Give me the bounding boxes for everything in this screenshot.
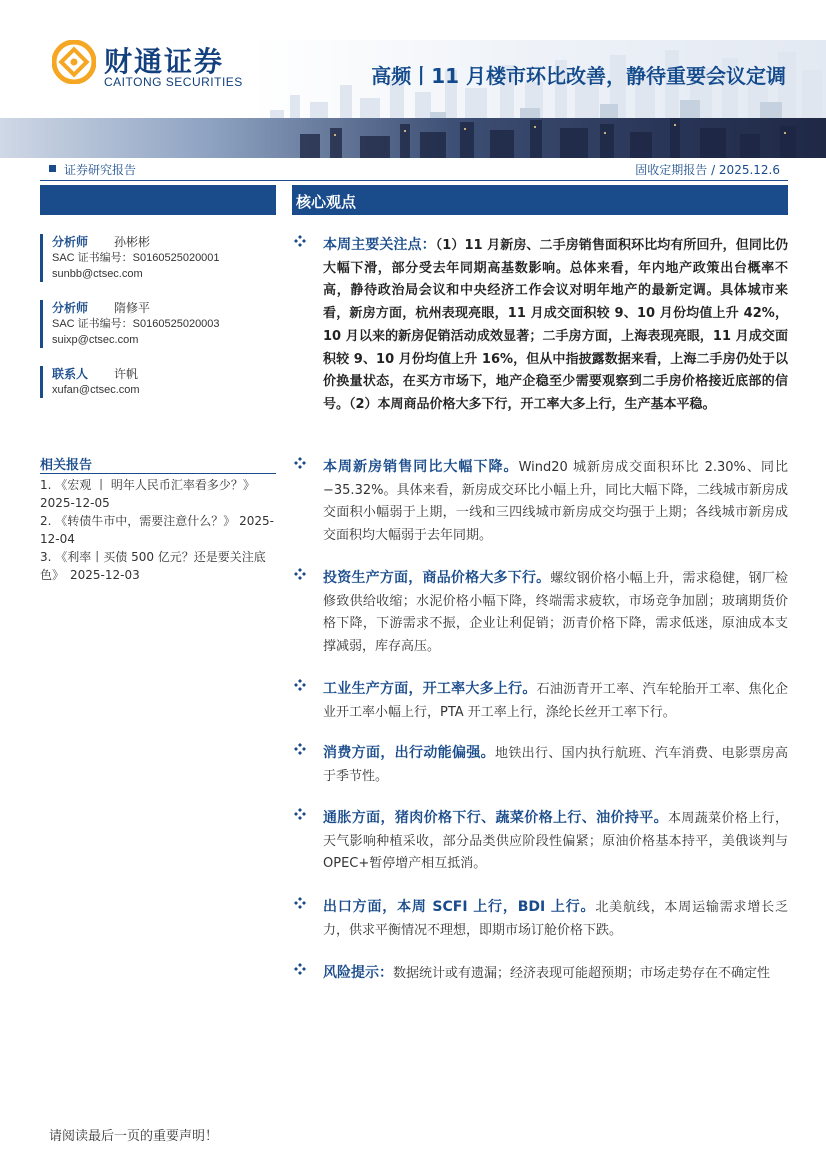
point-lead: 投资生产方面，商品价格大多下行。 [323, 570, 551, 586]
point-body: 地铁出行、国内执行航班、汽车消费、电影票房高于季节性。 [323, 746, 788, 784]
related-report-item[interactable]: 1. 《宏观 丨 明年人民币汇率看多少？》 2025-12-05 [40, 478, 255, 510]
analyst-sac-number: SAC 证书编号：S0160525020001 [52, 252, 220, 264]
skyline-band [0, 118, 826, 158]
diamond-bullet-icon [294, 679, 306, 691]
contact-role: 联系人 [52, 367, 89, 381]
point-lead: 消费方面，出行动能偏强。 [323, 745, 495, 761]
disclaimer-note: 请阅读最后一页的重要声明！ [49, 1129, 219, 1144]
key-point [292, 567, 788, 659]
report-category: 证券研究报告 [64, 163, 137, 177]
square-bullet-icon [49, 165, 56, 172]
point-lead: 出口方面，本周 SCFI 上行，BDI 上行。 [323, 899, 596, 915]
key-point [292, 742, 788, 788]
report-title: 高频丨11 月楼市环比改善，静待重要会议定调 [371, 64, 786, 88]
core-views-title: 核心观点 [296, 193, 357, 211]
point-body: Wind20 城新房成交面积环比 2.30%、同比−35.32%。具体来看，新房成交环比小幅上升，同比大幅下降，二线城市新房成交面积小幅弱于上期，一线和三四线城市新房成交均强于上期；各线城市新房成交面积均大幅弱于去年同期。 [323, 460, 789, 544]
analyst-card [40, 300, 276, 348]
brand-name-cn: 财通证券 [104, 45, 225, 78]
point-lead: 本周主要关注点： [323, 237, 436, 253]
key-point [292, 678, 788, 724]
caitong-logo-icon [52, 40, 96, 84]
contact-email[interactable]: xufan@ctsec.com [52, 384, 140, 396]
point-body: 石油沥青开工率、汽车轮胎开工率、焦化企业开工率小幅上行，PTA 开工率上行，涤纶长丝开工率下行。 [323, 682, 788, 720]
point-body: 本周蔬菜价格上行，天气影响种植采收，部分品类供应阶段性偏紧；原油价格基本持平，美俄谈判与 OPEC+暂停增产相互抵消。 [323, 811, 788, 872]
point-body: 螺纹钢价格小幅上升，需求稳健，钢厂检修致供给收缩；水泥价格小幅下降，终端需求疲软，市场竞争加剧；玻璃期货价格下降，下游需求不振，企业让利促销；沥青价格下降，需求低迷，原油成本支撑减弱，库存高压。 [323, 571, 788, 655]
point-body: 数据统计或有遗漏；经济表现可能超预期；市场走势存在不确定性 [393, 966, 771, 981]
point-bold-text: （1）11 月新房、二手房销售面积环比均有所回升，但同比仍大幅下滑，部分受去年同期高基数影响。总体来看，年内地产政策出台概率不高，静待政治局会议和中央经济工作会议对明年地产的最新定调。具体城市来看，新房方面，杭州表现亮眼，11 月成交面积较 9、10 月份均值上升 42%，10 月以来的新房促销活动成效显著；二手房方面，上海表现亮眼，11 月成交面积较 9、10 月份均值上升 16%，但从中指披露数据来看，上海二手房仍处于以价换量状态，在买方市场下，地产企稳至少需要观察到二手房价格接近底部的信号。（2）本周商品价格大多下行，开工率大多上行，生产基本平稳。 [323, 238, 788, 412]
related-reports-list [40, 476, 276, 584]
key-point [292, 962, 788, 986]
contact-card [40, 366, 276, 398]
related-report-item[interactable]: 2. 《转债牛市中，需要注意什么？》 2025-12-04 [40, 514, 274, 546]
key-point [292, 234, 788, 417]
sidebar-header-bar [40, 185, 276, 215]
key-point [292, 456, 788, 548]
analyst-name: 隋修平 [114, 301, 151, 315]
report-type-bar [40, 158, 788, 181]
page-header [0, 0, 826, 158]
analyst-name: 孙彬彬 [114, 235, 151, 249]
key-point [292, 807, 788, 876]
point-lead: 工业生产方面，开工率大多上行。 [323, 681, 537, 697]
contact-name: 许帆 [114, 367, 139, 381]
point-lead: 本周新房销售同比大幅下降。 [323, 459, 519, 475]
diamond-bullet-icon [294, 457, 306, 469]
report-type-and-date: 固收定期报告 / 2025.12.6 [635, 163, 780, 177]
diamond-bullet-icon [294, 743, 306, 755]
analyst-role: 分析师 [52, 235, 89, 249]
point-lead: 风险提示： [323, 965, 393, 981]
brand-name-en: CAITONG SECURITIES [104, 75, 243, 89]
related-reports-heading: 相关报告 [40, 454, 276, 474]
diamond-bullet-icon [294, 963, 306, 975]
key-point [292, 896, 788, 942]
analyst-email[interactable]: sunbb@ctsec.com [52, 268, 143, 280]
related-report-item[interactable]: 3. 《利率丨买债 500 亿元？还是要关注底色》 2025-12-03 [40, 550, 266, 582]
point-lead: 通胀方面，猪肉价格下行、蔬菜价格上行、油价持平。 [323, 810, 668, 826]
diamond-bullet-icon [294, 808, 306, 820]
analyst-email[interactable]: suixp@ctsec.com [52, 334, 139, 346]
diamond-bullet-icon [294, 235, 306, 247]
analyst-sac-number: SAC 证书编号：S0160525020003 [52, 318, 220, 330]
analyst-role: 分析师 [52, 301, 89, 315]
diamond-bullet-icon [294, 897, 306, 909]
point-body: 北美航线，本周运输需求增长乏力，供求平衡情况不理想，即期市场订舱价格下跌。 [323, 900, 788, 938]
diamond-bullet-icon [294, 568, 306, 580]
analyst-card [40, 234, 276, 282]
core-views-header [292, 185, 788, 215]
